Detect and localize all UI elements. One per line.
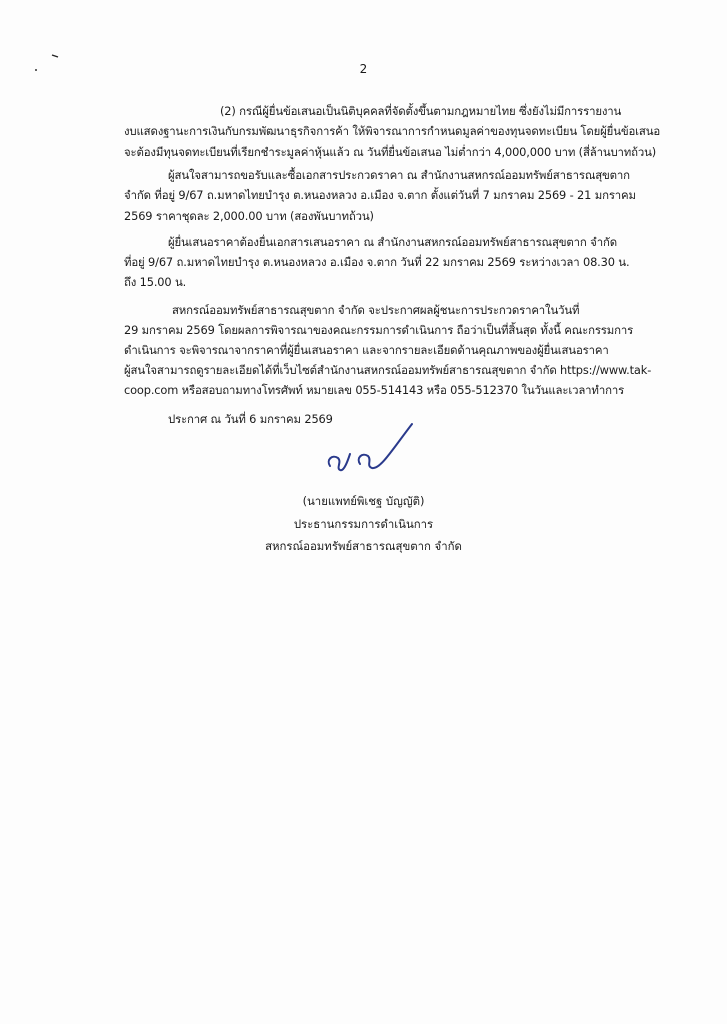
signature-mark <box>320 420 420 480</box>
paragraph-2-line-1: ผู้สนใจสามารถขอรับและซื้อเอกสารประกวดราคา ณ สำนักงานสหกรณ์ออมทรัพย์สาธารณสุขตาก <box>168 168 630 182</box>
signatory-name: (นายแพทย์พิเชฐ บัญญัติ) <box>302 494 425 508</box>
paragraph-4-line-2: 29 มกราคม 2569 โดยผลการพิจารณาของคณะกรรมการดำเนินการ ถือว่าเป็นที่สิ้นสุด ทั้งนี้ คณะกรรมการ <box>124 323 634 337</box>
signatory-organization: สหกรณ์ออมทรัพย์สาธารณสุขตาก จำกัด <box>265 539 462 553</box>
paragraph-4-line-4: ผู้สนใจสามารถดูรายละเอียดได้ที่เว็บไซต์สำนักงานสหกรณ์ออมทรัพย์สาธารณสุขตาก จำกัด https://www.tak- <box>124 363 652 377</box>
paragraph-4-line-5: coop.com หรือสอบถามทางโทรศัพท์ หมายเลข 055-514143 หรือ 055-512370 ในวันและเวลาทำการ <box>124 383 625 397</box>
page-number: 2 <box>359 62 368 76</box>
paragraph-1-line-2: งบแสดงฐานะการเงินกับกรมพัฒนาธุรกิจการค้า ให้พิจารณาการกำหนดมูลค่าของทุนจดทะเบียน โดยผู้ยื่นข้อเสนอ <box>124 124 661 138</box>
paragraph-2-line-2: จำกัด ที่อยู่ 9/67 ถ.มหาดไทยบำรุง ต.หนองหลวง อ.เมือง จ.ตาก ตั้งแต่วันที่ 7 มกราคม 2569 - 21 มกราคม <box>124 188 636 202</box>
paragraph-3-line-2: ที่อยู่ 9/67 ถ.มหาดไทยบำรุง ต.หนองหลวง อ.เมือง จ.ตาก วันที่ 22 มกราคม 2569 ระหว่างเวลา 08.30 น. <box>124 255 630 269</box>
paragraph-4-line-1: สหกรณ์ออมทรัพย์สาธารณสุขตาก จำกัด จะประกาศผลผู้ชนะการประกวดราคาในวันที่ <box>172 303 580 317</box>
paragraph-2-line-3: 2569 ราคาชุดละ 2,000.00 บาท (สองพันบาทถ้วน) <box>124 209 374 223</box>
paragraph-1-line-3: จะต้องมีทุนจดทะเบียนที่เรียกชำระมูลค่าหุ้นแล้ว ณ วันที่ยื่นข้อเสนอ ไม่ต่ำกว่า 4,000,000 บาท (สี่ล้านบาทถ้วน) <box>124 145 657 159</box>
paragraph-4-line-3: ดำเนินการ จะพิจารณาจากราคาที่ผู้ยื่นเสนอราคา และจากรายละเอียดด้านคุณภาพของผู้ยื่นเสนอราคา <box>124 343 609 357</box>
paragraph-3-line-1: ผู้ยื่นเสนอราคาต้องยื่นเอกสารเสนอราคา ณ สำนักงานสหกรณ์ออมทรัพย์สาธารณสุขตาก จำกัด <box>168 235 618 249</box>
signatory-position: ประธานกรรมการดำเนินการ <box>293 517 434 531</box>
paragraph-3-line-3: ถึง 15.00 น. <box>124 275 187 289</box>
announce-date: ประกาศ ณ วันที่ 6 มกราคม 2569 <box>168 412 333 426</box>
paragraph-1-line-1: (2) กรณีผู้ยื่นข้อเสนอเป็นนิติบุคคลที่จัดตั้งขึ้นตามกฎหมายไทย ซึ่งยังไม่มีการรายงาน <box>220 104 622 118</box>
